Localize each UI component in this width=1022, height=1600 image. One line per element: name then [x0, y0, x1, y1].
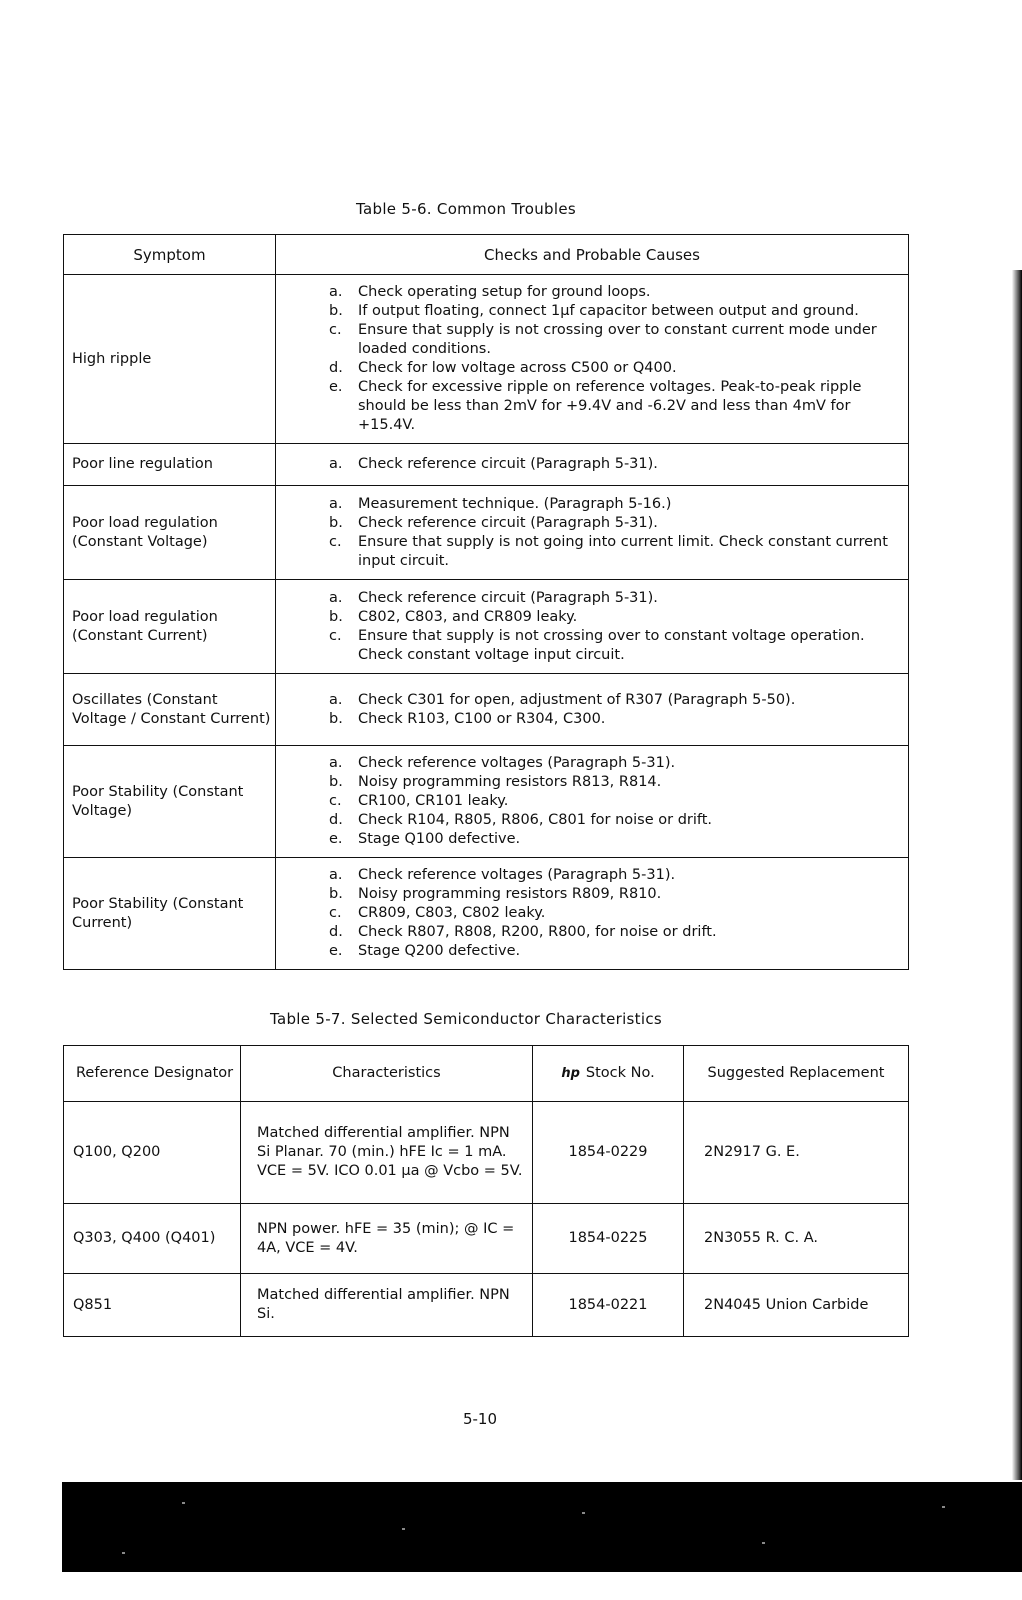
cause-item [329, 773, 902, 792]
cause-text: CR100, CR101 leaky. [358, 793, 509, 809]
cause-item [329, 514, 902, 533]
cause-item [329, 942, 902, 961]
cause-item [329, 811, 902, 830]
symptom-cell: Oscillates (Constant Voltage / Constant Current) [64, 674, 276, 746]
causes-cell [276, 746, 909, 858]
cause-item [329, 792, 902, 811]
table-row [64, 444, 909, 486]
cause-text: Check operating setup for ground loops. [358, 284, 651, 300]
cause-letter: a. [329, 495, 343, 512]
cause-text: Ensure that supply is not crossing over to constant voltage operation. Check constant voltage input circuit. [358, 627, 865, 663]
cause-text: CR809, C803, C802 leaky. [358, 905, 546, 921]
semiconductor-body [64, 1102, 909, 1337]
table-row [64, 1204, 909, 1274]
cause-letter: a. [329, 589, 343, 606]
scan-edge-shadow [1005, 270, 1022, 1480]
table-row [64, 858, 909, 970]
cause-item [329, 885, 902, 904]
causes-header: Checks and Probable Causes [276, 235, 909, 275]
cause-item [329, 589, 902, 608]
table-5-6-caption: Table 5-6. Common Troubles [356, 200, 576, 218]
cause-letter: b. [329, 303, 343, 319]
causes-cell [276, 858, 909, 970]
suggested-replacement-cell: 2N4045 Union Carbide [684, 1274, 909, 1337]
common-troubles-body [64, 275, 909, 970]
table-row [64, 1274, 909, 1337]
common-troubles-table [63, 234, 909, 970]
cause-text: Measurement technique. (Paragraph 5-16.) [358, 495, 672, 512]
causes-cell [276, 674, 909, 746]
cause-item [329, 830, 902, 849]
cause-letter: c. [329, 533, 342, 550]
stock-number-cell: 1854-0229 [533, 1102, 684, 1204]
cause-text: Check R103, C100 or R304, C300. [358, 710, 606, 727]
causes-list [329, 691, 902, 729]
symptom-cell: Poor load regulation (Constant Current) [64, 580, 276, 674]
characteristics-cell: Matched differential amplifier. NPN Si Planar. 70 (min.) hFE Ic = 1 mA. VCE = 5V. ICO 0.01 µa @ Vcbo = 5V. [241, 1102, 533, 1204]
table-header-row [64, 235, 909, 275]
causes-list [329, 754, 902, 849]
cause-text: Check reference circuit (Paragraph 5-31). [358, 456, 658, 472]
cause-text: Noisy programming resistors R809, R810. [358, 886, 662, 902]
cause-letter: d. [329, 924, 343, 940]
causes-cell [276, 580, 909, 674]
stock-number-label: Stock No. [585, 1065, 655, 1081]
symptom-cell: Poor load regulation (Constant Voltage) [64, 486, 276, 580]
causes-list [329, 283, 902, 435]
cause-item [329, 866, 902, 885]
causes-list [329, 866, 902, 961]
cause-letter: d. [329, 812, 343, 828]
cause-letter: c. [329, 793, 342, 809]
table-row [64, 746, 909, 858]
causes-cell [276, 486, 909, 580]
cause-text: Ensure that supply is not crossing over to constant current mode under loaded conditions. [358, 322, 877, 357]
cause-text: Check for low voltage across C500 or Q400. [358, 360, 677, 376]
cause-letter: e. [329, 831, 343, 847]
cause-text: If output floating, connect 1µf capacitor between output and ground. [358, 303, 859, 319]
cause-letter: a. [329, 867, 343, 883]
symptom-cell: Poor Stability (Constant Current) [64, 858, 276, 970]
cause-letter: b. [329, 886, 343, 902]
table-row [64, 1102, 909, 1204]
cause-letter: c. [329, 905, 342, 921]
cause-text: C802, C803, and CR809 leaky. [358, 608, 578, 625]
symptom-header: Symptom [64, 235, 276, 275]
cause-text: Stage Q200 defective. [358, 943, 521, 959]
cause-item [329, 455, 902, 474]
causes-cell [276, 275, 909, 444]
cause-item [329, 754, 902, 773]
cause-letter: c. [329, 322, 342, 338]
cause-item [329, 283, 902, 302]
semiconductor-characteristics-table [63, 1045, 909, 1337]
cause-item [329, 710, 902, 729]
cause-text: Check R104, R805, R806, C801 for noise or drift. [358, 812, 713, 828]
cause-text: Check reference circuit (Paragraph 5-31). [358, 514, 658, 531]
cause-letter: b. [329, 710, 343, 727]
cause-item [329, 321, 902, 359]
cause-letter: a. [329, 456, 343, 472]
characteristics-header: Characteristics [241, 1046, 533, 1102]
characteristics-cell: Matched differential amplifier. NPN Si. [241, 1274, 533, 1337]
stock-number-cell: 1854-0225 [533, 1204, 684, 1274]
stock-number-header [533, 1046, 684, 1102]
cause-text: Ensure that supply is not going into current limit. Check constant current input circuit. [358, 533, 888, 569]
cause-item [329, 627, 902, 665]
cause-text: Stage Q100 defective. [358, 831, 521, 847]
cause-letter: b. [329, 774, 343, 790]
cause-letter: a. [329, 691, 343, 708]
page-number: 5-10 [462, 1410, 498, 1428]
suggested-replacement-header: Suggested Replacement [684, 1046, 909, 1102]
suggested-replacement-cell: 2N2917 G. E. [684, 1102, 909, 1204]
causes-list [329, 455, 902, 474]
cause-item [329, 495, 902, 514]
reference-designator-cell: Q100, Q200 [64, 1102, 241, 1204]
cause-item [329, 533, 902, 571]
cause-item [329, 378, 902, 435]
cause-letter: b. [329, 514, 343, 531]
causes-list [329, 495, 902, 571]
cause-text: Check reference voltages (Paragraph 5-31). [358, 755, 676, 771]
hp-logo-icon: hp [561, 1066, 580, 1081]
symptom-cell: High ripple [64, 275, 276, 444]
cause-text: Check R807, R808, R200, R800, for noise or drift. [358, 924, 717, 940]
cause-item [329, 608, 902, 627]
causes-list [329, 589, 902, 665]
cause-letter: d. [329, 360, 343, 376]
table-5-7-caption: Table 5-7. Selected Semiconductor Characteristics [270, 1010, 662, 1028]
cause-item [329, 923, 902, 942]
reference-designator-header: Reference Designator [64, 1046, 241, 1102]
stock-number-cell: 1854-0221 [533, 1274, 684, 1337]
symptom-cell: Poor line regulation [64, 444, 276, 486]
cause-letter: e. [329, 943, 343, 959]
table-header-row [64, 1046, 909, 1102]
cause-text: Check C301 for open, adjustment of R307 (Paragraph 5-50). [358, 691, 796, 708]
reference-designator-cell: Q851 [64, 1274, 241, 1337]
causes-cell [276, 444, 909, 486]
cause-item [329, 904, 902, 923]
scan-bottom-band [62, 1482, 1022, 1572]
cause-text: Check for excessive ripple on reference voltages. Peak-to-peak ripple should be less than 2mV for +9.4V and -6.2V and less than 4mV for +15.4V. [358, 379, 862, 433]
cause-letter: b. [329, 608, 343, 625]
cause-letter: c. [329, 627, 342, 644]
table-row [64, 674, 909, 746]
cause-text: Noisy programming resistors R813, R814. [358, 774, 662, 790]
cause-text: Check reference circuit (Paragraph 5-31). [358, 589, 658, 606]
cause-letter: e. [329, 379, 343, 395]
symptom-cell: Poor Stability (Constant Voltage) [64, 746, 276, 858]
cause-item [329, 691, 902, 710]
cause-letter: a. [329, 755, 343, 771]
cause-letter: a. [329, 284, 343, 300]
cause-item [329, 359, 902, 378]
characteristics-cell: NPN power. hFE = 35 (min); @ IC = 4A, VCE = 4V. [241, 1204, 533, 1274]
table-row [64, 580, 909, 674]
suggested-replacement-cell: 2N3055 R. C. A. [684, 1204, 909, 1274]
table-row [64, 275, 909, 444]
table-row [64, 486, 909, 580]
cause-item [329, 302, 902, 321]
reference-designator-cell: Q303, Q400 (Q401) [64, 1204, 241, 1274]
cause-text: Check reference voltages (Paragraph 5-31). [358, 867, 676, 883]
